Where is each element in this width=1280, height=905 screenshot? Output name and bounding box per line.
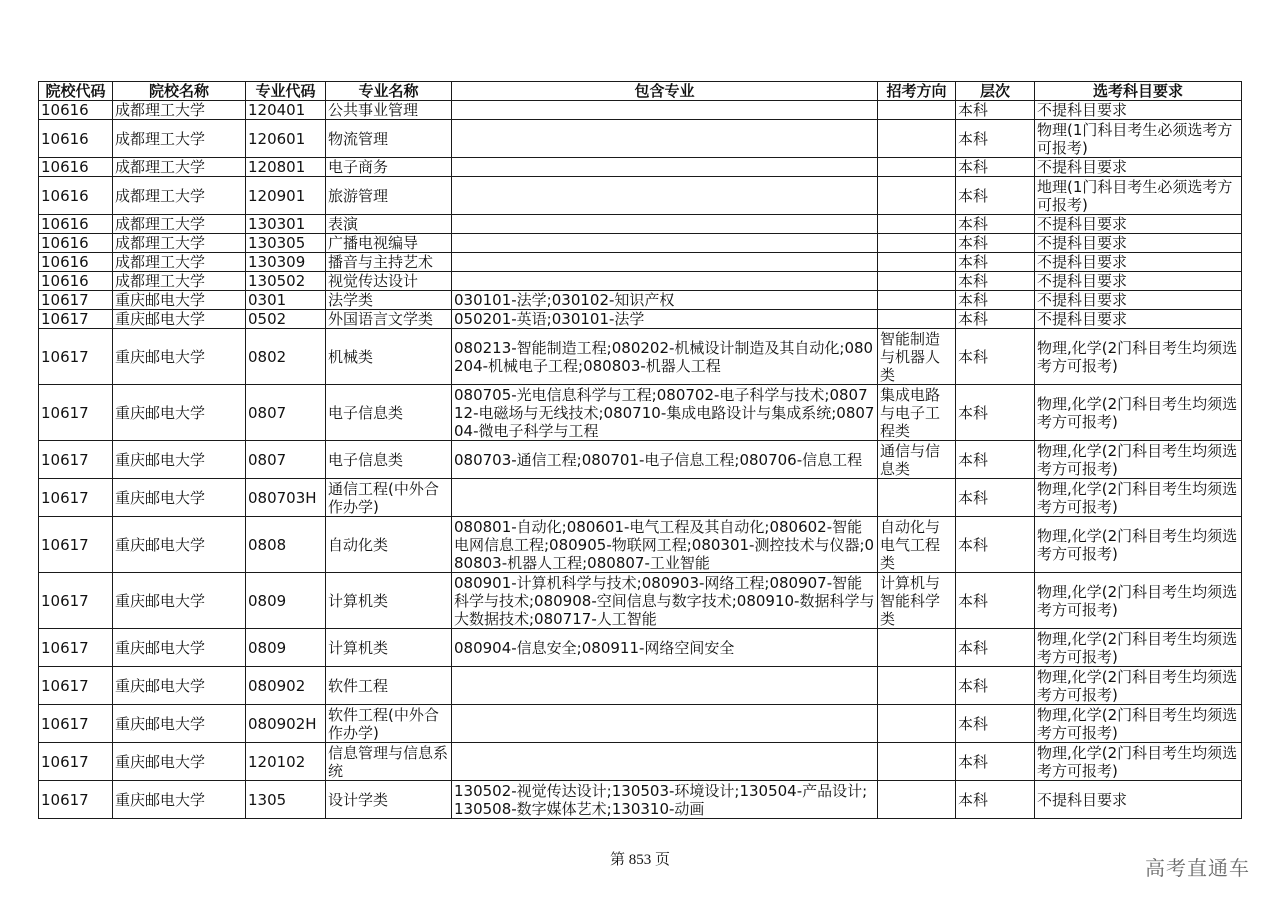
cell-school-name: 重庆邮电大学 (113, 517, 246, 573)
cell-school-code: 10616 (39, 215, 113, 234)
cell-included-majors (452, 705, 878, 743)
cell-school-name: 重庆邮电大学 (113, 329, 246, 385)
cell-major-name: 播音与主持艺术 (326, 253, 452, 272)
cell-major-name: 软件工程 (326, 667, 452, 705)
cell-level: 本科 (956, 705, 1035, 743)
header-school-name: 院校名称 (113, 82, 246, 101)
cell-included-majors (452, 101, 878, 120)
cell-major-name: 软件工程(中外合作办学) (326, 705, 452, 743)
table-row (39, 629, 1242, 667)
cell-direction (878, 101, 956, 120)
cell-major-name: 机械类 (326, 329, 452, 385)
cell-level: 本科 (956, 177, 1035, 215)
table-row (39, 573, 1242, 629)
cell-direction (878, 479, 956, 517)
cell-subject-requirement: 不提科目要求 (1035, 234, 1242, 253)
cell-subject-requirement: 物理(1门科目考生必须选考方可报考) (1035, 120, 1242, 158)
table-row (39, 479, 1242, 517)
table-row (39, 310, 1242, 329)
cell-school-name: 成都理工大学 (113, 101, 246, 120)
cell-direction (878, 705, 956, 743)
cell-major-name: 计算机类 (326, 573, 452, 629)
cell-included-majors (452, 120, 878, 158)
cell-included-majors: 030101-法学;030102-知识产权 (452, 291, 878, 310)
cell-subject-requirement: 物理,化学(2门科目考生均须选考方可报考) (1035, 479, 1242, 517)
cell-included-majors (452, 234, 878, 253)
cell-school-code: 10616 (39, 253, 113, 272)
cell-subject-requirement: 不提科目要求 (1035, 158, 1242, 177)
cell-school-code: 10616 (39, 234, 113, 253)
cell-direction (878, 158, 956, 177)
cell-direction (878, 234, 956, 253)
header-subject-requirement: 选考科目要求 (1035, 82, 1242, 101)
table-row (39, 705, 1242, 743)
cell-major-name: 物流管理 (326, 120, 452, 158)
cell-school-name: 成都理工大学 (113, 177, 246, 215)
cell-direction: 通信与信息类 (878, 441, 956, 479)
cell-included-majors (452, 215, 878, 234)
cell-school-code: 10617 (39, 629, 113, 667)
cell-major-code: 130301 (246, 215, 326, 234)
table-row (39, 441, 1242, 479)
cell-subject-requirement: 地理(1门科目考生必须选考方可报考) (1035, 177, 1242, 215)
cell-subject-requirement: 不提科目要求 (1035, 272, 1242, 291)
cell-major-name: 通信工程(中外合作办学) (326, 479, 452, 517)
cell-direction (878, 629, 956, 667)
table-row (39, 234, 1242, 253)
cell-school-code: 10616 (39, 177, 113, 215)
cell-school-code: 10617 (39, 705, 113, 743)
cell-major-code: 080703H (246, 479, 326, 517)
cell-level: 本科 (956, 310, 1035, 329)
cell-direction: 集成电路与电子工程类 (878, 385, 956, 441)
table-row (39, 158, 1242, 177)
cell-included-majors: 080904-信息安全;080911-网络空间安全 (452, 629, 878, 667)
admission-table (38, 81, 1242, 819)
table-row (39, 743, 1242, 781)
cell-major-code: 0301 (246, 291, 326, 310)
header-major-code: 专业代码 (246, 82, 326, 101)
table-row (39, 253, 1242, 272)
cell-school-name: 成都理工大学 (113, 158, 246, 177)
table-row (39, 120, 1242, 158)
cell-school-code: 10617 (39, 441, 113, 479)
cell-major-code: 080902H (246, 705, 326, 743)
cell-level: 本科 (956, 329, 1035, 385)
cell-major-code: 0809 (246, 573, 326, 629)
cell-major-name: 电子信息类 (326, 441, 452, 479)
cell-major-code: 120901 (246, 177, 326, 215)
cell-included-majors (452, 177, 878, 215)
table-row (39, 667, 1242, 705)
cell-school-name: 重庆邮电大学 (113, 743, 246, 781)
cell-school-code: 10617 (39, 781, 113, 819)
watermark: 高考直通车 (1145, 856, 1250, 880)
cell-subject-requirement: 物理,化学(2门科目考生均须选考方可报考) (1035, 743, 1242, 781)
header-included-majors: 包含专业 (452, 82, 878, 101)
cell-school-code: 10617 (39, 743, 113, 781)
cell-major-name: 表演 (326, 215, 452, 234)
table-row (39, 517, 1242, 573)
cell-school-name: 重庆邮电大学 (113, 781, 246, 819)
cell-major-name: 旅游管理 (326, 177, 452, 215)
cell-major-code: 120401 (246, 101, 326, 120)
cell-school-name: 成都理工大学 (113, 272, 246, 291)
cell-included-majors (452, 479, 878, 517)
cell-school-code: 10617 (39, 385, 113, 441)
cell-level: 本科 (956, 781, 1035, 819)
cell-level: 本科 (956, 234, 1035, 253)
cell-level: 本科 (956, 629, 1035, 667)
cell-direction (878, 291, 956, 310)
cell-level: 本科 (956, 215, 1035, 234)
cell-major-code: 120102 (246, 743, 326, 781)
cell-direction (878, 667, 956, 705)
cell-subject-requirement: 物理,化学(2门科目考生均须选考方可报考) (1035, 329, 1242, 385)
cell-included-majors: 080705-光电信息科学与工程;080702-电子科学与技术;080712-电磁场与无线技术;080710-集成电路设计与集成系统;080704-微电子科学与工程 (452, 385, 878, 441)
cell-school-name: 重庆邮电大学 (113, 705, 246, 743)
table-row (39, 329, 1242, 385)
cell-school-code: 10617 (39, 517, 113, 573)
cell-level: 本科 (956, 517, 1035, 573)
cell-subject-requirement: 物理,化学(2门科目考生均须选考方可报考) (1035, 441, 1242, 479)
cell-major-name: 广播电视编导 (326, 234, 452, 253)
cell-level: 本科 (956, 272, 1035, 291)
cell-subject-requirement: 不提科目要求 (1035, 253, 1242, 272)
cell-school-name: 重庆邮电大学 (113, 291, 246, 310)
cell-subject-requirement: 物理,化学(2门科目考生均须选考方可报考) (1035, 573, 1242, 629)
cell-level: 本科 (956, 743, 1035, 781)
cell-major-name: 公共事业管理 (326, 101, 452, 120)
cell-major-name: 法学类 (326, 291, 452, 310)
cell-direction (878, 120, 956, 158)
cell-school-name: 成都理工大学 (113, 234, 246, 253)
cell-major-name: 设计学类 (326, 781, 452, 819)
table-row (39, 177, 1242, 215)
cell-level: 本科 (956, 158, 1035, 177)
cell-subject-requirement: 物理,化学(2门科目考生均须选考方可报考) (1035, 385, 1242, 441)
cell-included-majors: 080901-计算机科学与技术;080903-网络工程;080907-智能科学与技术;080908-空间信息与数字技术;080910-数据科学与大数据技术;080717-人工智能 (452, 573, 878, 629)
cell-school-code: 10616 (39, 101, 113, 120)
header-school-code: 院校代码 (39, 82, 113, 101)
cell-school-code: 10617 (39, 667, 113, 705)
cell-school-name: 重庆邮电大学 (113, 573, 246, 629)
cell-direction (878, 177, 956, 215)
cell-level: 本科 (956, 667, 1035, 705)
cell-major-name: 电子信息类 (326, 385, 452, 441)
cell-included-majors (452, 272, 878, 291)
table-row (39, 385, 1242, 441)
cell-direction (878, 310, 956, 329)
cell-direction (878, 743, 956, 781)
cell-included-majors (452, 667, 878, 705)
cell-school-name: 重庆邮电大学 (113, 629, 246, 667)
cell-level: 本科 (956, 385, 1035, 441)
table-row (39, 215, 1242, 234)
cell-school-code: 10616 (39, 158, 113, 177)
cell-level: 本科 (956, 253, 1035, 272)
cell-school-code: 10617 (39, 573, 113, 629)
cell-major-code: 130502 (246, 272, 326, 291)
cell-level: 本科 (956, 573, 1035, 629)
cell-major-name: 外国语言文学类 (326, 310, 452, 329)
cell-major-name: 信息管理与信息系统 (326, 743, 452, 781)
cell-included-majors: 130502-视觉传达设计;130503-环境设计;130504-产品设计;130508-数字媒体艺术;130310-动画 (452, 781, 878, 819)
cell-major-name: 自动化类 (326, 517, 452, 573)
header-level: 层次 (956, 82, 1035, 101)
cell-subject-requirement: 不提科目要求 (1035, 310, 1242, 329)
cell-direction (878, 781, 956, 819)
cell-included-majors (452, 158, 878, 177)
cell-major-code: 080902 (246, 667, 326, 705)
cell-school-name: 重庆邮电大学 (113, 310, 246, 329)
cell-direction (878, 272, 956, 291)
cell-included-majors: 080801-自动化;080601-电气工程及其自动化;080602-智能电网信息工程;080905-物联网工程;080301-测控技术与仪器;080803-机器人工程;080807-工业智能 (452, 517, 878, 573)
header-major-name: 专业名称 (326, 82, 452, 101)
cell-included-majors (452, 743, 878, 781)
header-direction: 招考方向 (878, 82, 956, 101)
cell-major-code: 0807 (246, 385, 326, 441)
cell-major-code: 130309 (246, 253, 326, 272)
header-row (39, 82, 1242, 101)
cell-subject-requirement: 物理,化学(2门科目考生均须选考方可报考) (1035, 629, 1242, 667)
cell-subject-requirement: 不提科目要求 (1035, 101, 1242, 120)
cell-major-code: 120801 (246, 158, 326, 177)
table-row (39, 781, 1242, 819)
cell-school-name: 成都理工大学 (113, 120, 246, 158)
cell-level: 本科 (956, 479, 1035, 517)
cell-school-name: 重庆邮电大学 (113, 479, 246, 517)
cell-subject-requirement: 不提科目要求 (1035, 215, 1242, 234)
cell-direction: 智能制造与机器人类 (878, 329, 956, 385)
cell-included-majors (452, 253, 878, 272)
cell-included-majors: 080213-智能制造工程;080202-机械设计制造及其自动化;080204-机械电子工程;080803-机器人工程 (452, 329, 878, 385)
cell-subject-requirement: 不提科目要求 (1035, 781, 1242, 819)
cell-level: 本科 (956, 441, 1035, 479)
cell-level: 本科 (956, 120, 1035, 158)
cell-level: 本科 (956, 291, 1035, 310)
cell-major-code: 0802 (246, 329, 326, 385)
cell-school-name: 成都理工大学 (113, 215, 246, 234)
cell-school-code: 10617 (39, 479, 113, 517)
cell-school-code: 10617 (39, 329, 113, 385)
cell-subject-requirement: 物理,化学(2门科目考生均须选考方可报考) (1035, 517, 1242, 573)
cell-school-code: 10617 (39, 291, 113, 310)
cell-direction (878, 215, 956, 234)
cell-major-code: 0809 (246, 629, 326, 667)
cell-school-name: 重庆邮电大学 (113, 441, 246, 479)
cell-direction (878, 253, 956, 272)
cell-major-code: 120601 (246, 120, 326, 158)
page-number: 第 853 页 (609, 852, 670, 868)
cell-subject-requirement: 不提科目要求 (1035, 291, 1242, 310)
cell-major-name: 电子商务 (326, 158, 452, 177)
cell-direction: 自动化与电气工程类 (878, 517, 956, 573)
cell-subject-requirement: 物理,化学(2门科目考生均须选考方可报考) (1035, 667, 1242, 705)
cell-major-code: 0502 (246, 310, 326, 329)
cell-major-name: 视觉传达设计 (326, 272, 452, 291)
cell-level: 本科 (956, 101, 1035, 120)
table-row (39, 101, 1242, 120)
cell-major-code: 0807 (246, 441, 326, 479)
cell-major-code: 0808 (246, 517, 326, 573)
cell-subject-requirement: 物理,化学(2门科目考生均须选考方可报考) (1035, 705, 1242, 743)
cell-major-code: 1305 (246, 781, 326, 819)
cell-major-name: 计算机类 (326, 629, 452, 667)
cell-included-majors: 050201-英语;030101-法学 (452, 310, 878, 329)
cell-included-majors: 080703-通信工程;080701-电子信息工程;080706-信息工程 (452, 441, 878, 479)
table-row (39, 291, 1242, 310)
cell-school-code: 10616 (39, 120, 113, 158)
cell-school-name: 重庆邮电大学 (113, 667, 246, 705)
table-body (39, 101, 1242, 819)
cell-major-code: 130305 (246, 234, 326, 253)
cell-direction: 计算机与智能科学类 (878, 573, 956, 629)
cell-school-name: 重庆邮电大学 (113, 385, 246, 441)
table-row (39, 272, 1242, 291)
cell-school-code: 10617 (39, 310, 113, 329)
cell-school-code: 10616 (39, 272, 113, 291)
cell-school-name: 成都理工大学 (113, 253, 246, 272)
